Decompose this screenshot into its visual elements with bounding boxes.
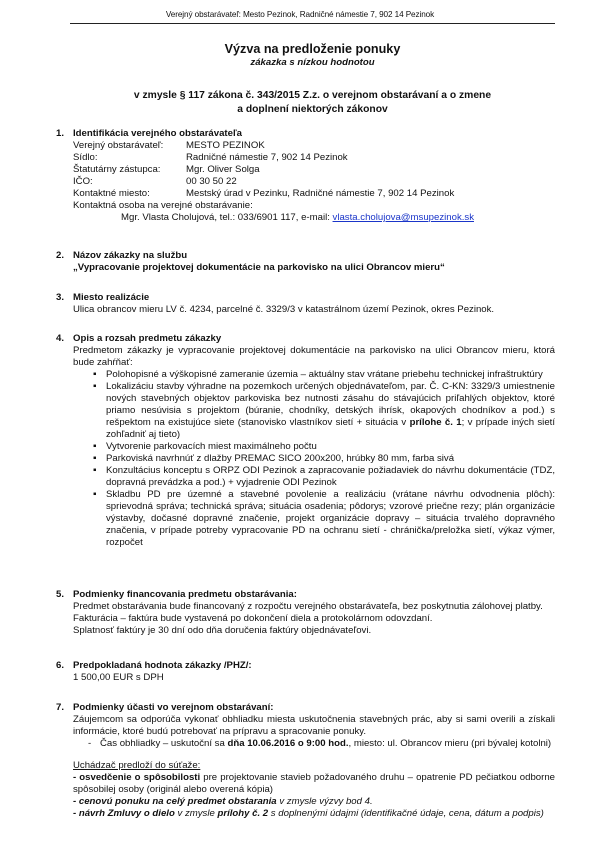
contact-person-row [121,212,555,224]
section-3-location [56,292,555,316]
section-title: Identifikácia verejného obstarávateľa [73,128,242,139]
section-6-estimated-value [56,660,555,684]
contact-person-value: Mgr. Vlasta Cholujová, tel.: 033/6901 117, e-mail: [121,212,333,223]
contract-subject: „Vypracovanie projektovej dokumentácie na parkovisko na ulici Obrancov mieru“ [73,262,445,273]
seat-row [73,152,555,164]
row-value: Radničné námestie 7, 902 14 Pezinok [186,152,348,163]
scope-list [73,369,555,549]
row-label: Kontaktné miesto: [73,188,150,199]
requirement-item: - osvedčenie o spôsobilosti pre projektovanie stavieb požadovaného druhu – opatrenie PD pečiatkou odborne spôsobilej osoby (originál alebo overená kópia) [73,772,556,795]
section-title: Názov zákazky na službu [73,250,188,261]
section-number: 2. [56,250,65,261]
location-text: Ulica obrancov mieru LV č. 4234, parcelné č. 3329/3 v katastrálnom území Pezinok, okres Pezinok. [73,304,495,315]
row-value: Mestský úrad v Pezinku, Radničné námestie 7, 902 14 Pezinok [186,188,455,199]
section-1-authority [56,128,555,224]
document-subtitle: zákazka s nízkou hodnotou [250,57,375,68]
financing-line: Predmet obstarávania bude financovaný z rozpočtu verejného obstarávateľa, bez poskytnutia zálohovej platby. [73,601,543,612]
ico-row [73,176,555,188]
list-item: ▪ Polohopisné a výškopisné zameranie územia – aktuálny stav vrátane priebehu technickej infraštruktúry [106,369,555,381]
section-title: Podmienky účasti vo verejnom obstarávaní: [73,702,274,713]
list-item: ▪ Parkoviská navrhnúť z dlažby PREMAC SICO 200x200, hrúbky 80 mm, farba sivá [106,453,555,465]
contact-person-label: Kontaktná osoba na verejné obstarávanie: [73,200,253,211]
row-label: Sídlo: [73,152,98,163]
estimated-value: 1 500,00 EUR s DPH [73,672,164,683]
payment-term-line: Splatnosť faktúry je 30 dní odo dňa doručenia faktúry objednávateľovi. [73,625,372,636]
legal-basis-line-2: a doplnení niektorých zákonov [237,104,388,115]
row-label: IČO: [73,176,93,187]
legal-basis [70,89,555,117]
section-title: Miesto realizácie [73,292,150,303]
section-title: Predpokladaná hodnota zákazky /PHZ/: [73,660,252,671]
row-value: MESTO PEZINOK [186,140,265,151]
row-label: Štatutárny zástupca: [73,164,161,175]
section-number: 7. [56,702,65,713]
scope-intro: Predmetom zákazky je vypracovanie projektovej dokumentácie na parkovisko na ulici Obrancov mieru, ktorá bude zahŕňať: [73,345,555,368]
section-title: Opis a rozsah predmetu zákazky [73,333,222,344]
contact-place-row [73,188,555,200]
section-title: Podmienky financovania predmetu obstarávania: [73,589,297,600]
header-divider [70,23,555,24]
requirement-item: - cenovú ponuku na celý predmet obstarania v zmysle výzvy bod 4. [73,796,373,807]
section-number: 1. [56,128,65,139]
section-2-contract-name [56,250,555,274]
section-number: 4. [56,333,65,344]
row-value: Mgr. Oliver Solga [186,164,260,175]
list-item: ▪ Konzultácius konceptu s ORPZ ODI Pezinok a zapracovanie požiadaviek do návrhu dokumentácie (TDZ, dopravná prevádzka a pod.) + vyjadrenie ODI Pezinok [106,465,555,489]
list-item: ▪ Lokalizáciu stavby výhradne na pozemkoch určených objednávateľom, par. Č. C-KN: 3329/3 umiestnenie nových stavebných objektov parkoviska bez nutnosti zásahu do stávajúcich priľahlých objektov, ktoré priamo nesúvisia s projektom (búranie, chodníky, detských ihrísk, okapových chodníkov a pod.) s rešpektom na existujúce siete (stanovisko vlastníkov sietí + situácia v prílohe č. 1; v prípade iných sietí zohľadniť aj tieto) [106,381,555,441]
list-item: ▪ Skladbu PD pre územné a stavebné povolenie a realizáciu (vrátane návrhu odvodnenia plôch): sprievodná správa; technická správa; situácia osadenia; pôdorys; vzorové priečne rezy; plán organizácie výstavby, dočasné dopravné značenie, projekt organizácie dopravy – situácia trvalého dopravného značenia, v prípade potreby vypracovanie PD na ochranu sietí - chránička/preložka sietí, výkaz výmer, rozpočet [106,489,555,549]
submission-heading: Uchádzač predloží do súťaže: [73,760,201,771]
contact-email-link[interactable]: vlasta.cholujova@msupezinok.sk [332,212,474,223]
requirement-item: - návrh Zmluvy o dielo v zmysle prílohy č. 2 s doplnenými údajmi (identifikačné údaje, cena, dátum a podpis) [73,808,544,819]
participation-intro: Záujemcom sa odporúča vykonať obhliadku miesta uskutočnenia stavebných prác, aby si sami overili a získali informácie, ktoré budú potrebovať na prípravu a spracovanie ponuky. [73,714,555,737]
section-number: 6. [56,660,65,671]
invoicing-line: Fakturácia – faktúra bude vystavená po dokončení diela a protokolárnom odovzdaní. [73,613,433,624]
section-number: 5. [56,589,65,600]
row-value: 00 30 50 22 [186,176,237,187]
authority-row [73,140,555,152]
section-7-participation [56,702,555,820]
section-number: 3. [56,292,65,303]
row-label: Verejný obstarávateľ: [73,140,164,151]
site-visit-line: - Čas obhliadky – uskutoční sa dňa 10.06.2016 o 9:00 hod., miesto: ul. Obrancov mieru (pri bývalej kotolni) [88,738,552,749]
title-block [70,42,555,69]
section-5-financing [56,589,555,637]
statutory-row [73,164,555,176]
list-item: ▪ Vytvorenie parkovacích miest maximálneho počtu [106,441,555,453]
legal-basis-line-1: v zmysle § 117 zákona č. 343/2015 Z.z. o verejnom obstarávaní a o zmene [133,90,492,101]
document-title: Výzva na predloženie ponuky [224,42,401,56]
running-header: Verejný obstarávateľ: Mesto Pezinok, Radničné námestie 7, 902 14 Pezinok [165,10,435,19]
section-4-scope [56,333,555,549]
